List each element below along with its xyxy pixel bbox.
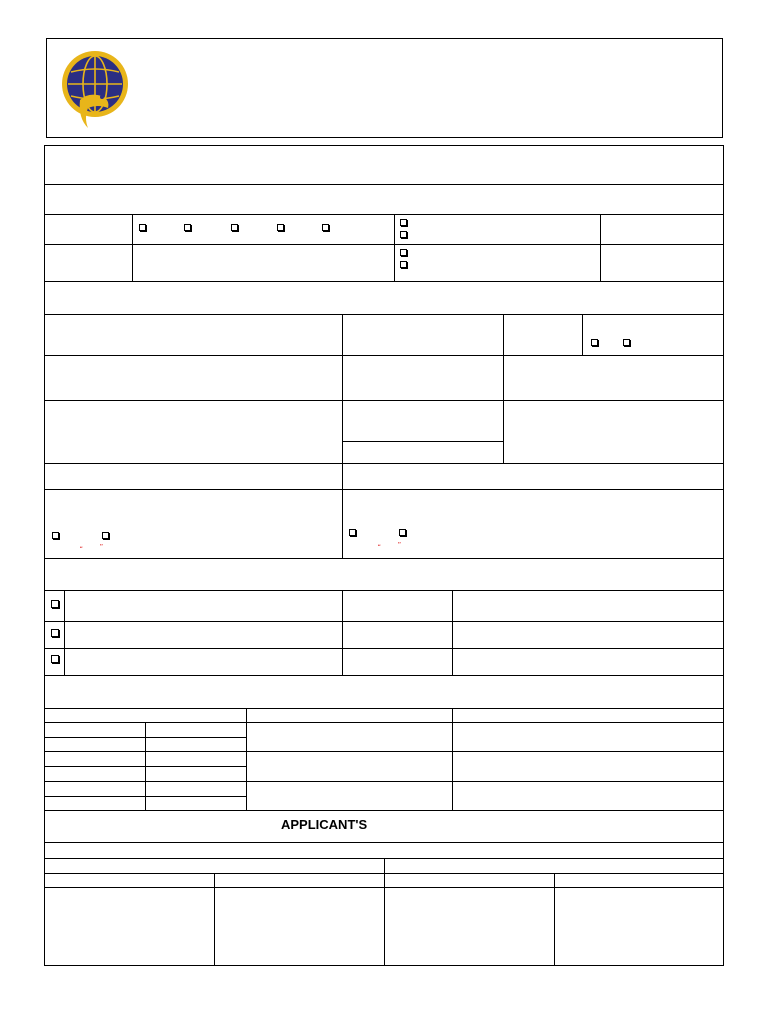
row-3-c [44,648,724,676]
option-checkbox-1[interactable] [139,224,146,231]
option-checkbox-11[interactable] [623,339,630,346]
option-checkbox-12[interactable] [52,532,59,539]
form-title-row [44,145,724,185]
row-3-b [44,621,724,649]
header-box [46,38,723,138]
quote-close-mark: ” [99,543,103,551]
option-checkbox-6[interactable] [400,219,407,226]
row-checkbox-3[interactable] [51,655,59,663]
row-2-b [44,355,724,401]
option-checkbox-4[interactable] [277,224,284,231]
section-2-header [44,281,724,315]
row-1-a [44,214,724,245]
ministry-logo-icon [58,42,140,130]
option-checkbox-10[interactable] [591,339,598,346]
section-4-header [44,675,724,709]
option-checkbox-5[interactable] [322,224,329,231]
signature-row-a [44,842,724,859]
section-3-header [44,558,724,591]
option-checkbox-14[interactable] [349,529,356,536]
row-2-d [44,463,724,490]
row-2-e [44,489,724,559]
row-2-c [44,400,724,464]
quote-close-mark: ” [397,541,401,549]
quote-open-mark: “ [79,545,83,553]
option-checkbox-3[interactable] [231,224,238,231]
option-checkbox-8[interactable] [400,249,407,256]
row-checkbox-1[interactable] [51,600,59,608]
row-2-a [44,314,724,356]
option-checkbox-15[interactable] [399,529,406,536]
row-checkbox-2[interactable] [51,629,59,637]
quote-open-mark: “ [377,543,381,551]
option-checkbox-9[interactable] [400,261,407,268]
row-1-b [44,244,724,282]
option-checkbox-2[interactable] [184,224,191,231]
option-checkbox-13[interactable] [102,532,109,539]
option-checkbox-7[interactable] [400,231,407,238]
section-1-header [44,184,724,215]
applicant-section-header [44,810,724,843]
row-3-a [44,590,724,622]
applicant-heading: APPLICANT'S [281,817,368,832]
